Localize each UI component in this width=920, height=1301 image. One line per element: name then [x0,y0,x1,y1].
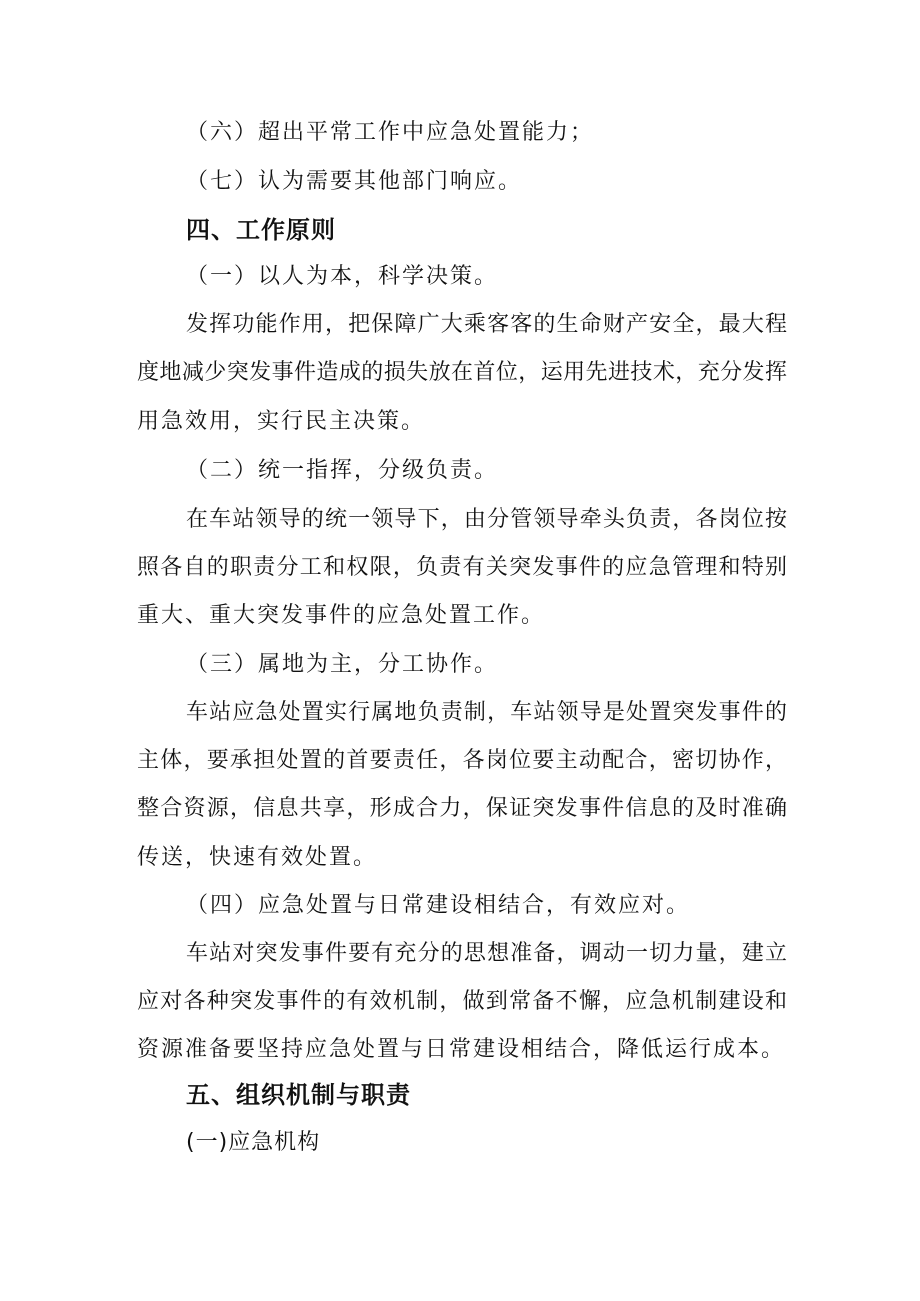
paragraph-line: 发挥功能作用，把保障广大乘客客的生命财产安全，最大程 [186,312,787,337]
section-heading-5: 五、组织机制与职责 [186,1081,411,1109]
paragraph-line: 资源准备要坚持应急处置与日常建设相结合，降低运行成本。 [137,1037,786,1062]
item-seven: （七）认为需要其他部门响应。 [186,169,523,194]
paragraph-line: 车站应急处置实行属地负责制，车站领导是处置突发事件的 [186,700,787,725]
paragraph-line: 度地减少突发事件造成的损失放在首位，运用先进技术，充分发挥 [137,360,787,385]
paragraph-line: 应对各种突发事件的有效机制，做到常备不懈，应急机制建设和 [137,989,787,1014]
paragraph-line: 在车站领导的统一领导下，由分管领导牵头负责，各岗位按 [186,507,787,532]
paragraph-line: 照各自的职责分工和权限，负责有关突发事件的应急管理和特别 [137,555,787,580]
paragraph-line: 车站对突发事件要有充分的思想准备，调动一切力量，建立 [186,941,787,966]
principle-2-title: （二）统一指挥，分级负责。 [186,458,499,483]
principle-4-title: （四）应急处置与日常建设相结合，有效应对。 [186,893,691,918]
item-six: （六）超出平常工作中应急处置能力； [186,120,595,145]
subsection-title: (一)应急机构 [186,1130,321,1155]
paragraph-line: 用急效用，实行民主决策。 [137,409,426,434]
paragraph-line: 传送，快速有效处置。 [137,845,378,870]
paragraph-line: 主体，要承担处置的首要责任，各岗位要主动配合，密切协作， [137,748,787,773]
paragraph-line: 整合资源，信息共享，形成合力，保证突发事件信息的及时准确 [137,796,787,821]
section-heading-4: 四、工作原则 [186,216,336,244]
principle-1-title: （一）以人为本，科学决策。 [186,264,499,289]
principle-3-title: （三）属地为主，分工协作。 [186,652,499,677]
paragraph-line: 重大、重大突发事件的应急处置工作。 [137,603,546,628]
